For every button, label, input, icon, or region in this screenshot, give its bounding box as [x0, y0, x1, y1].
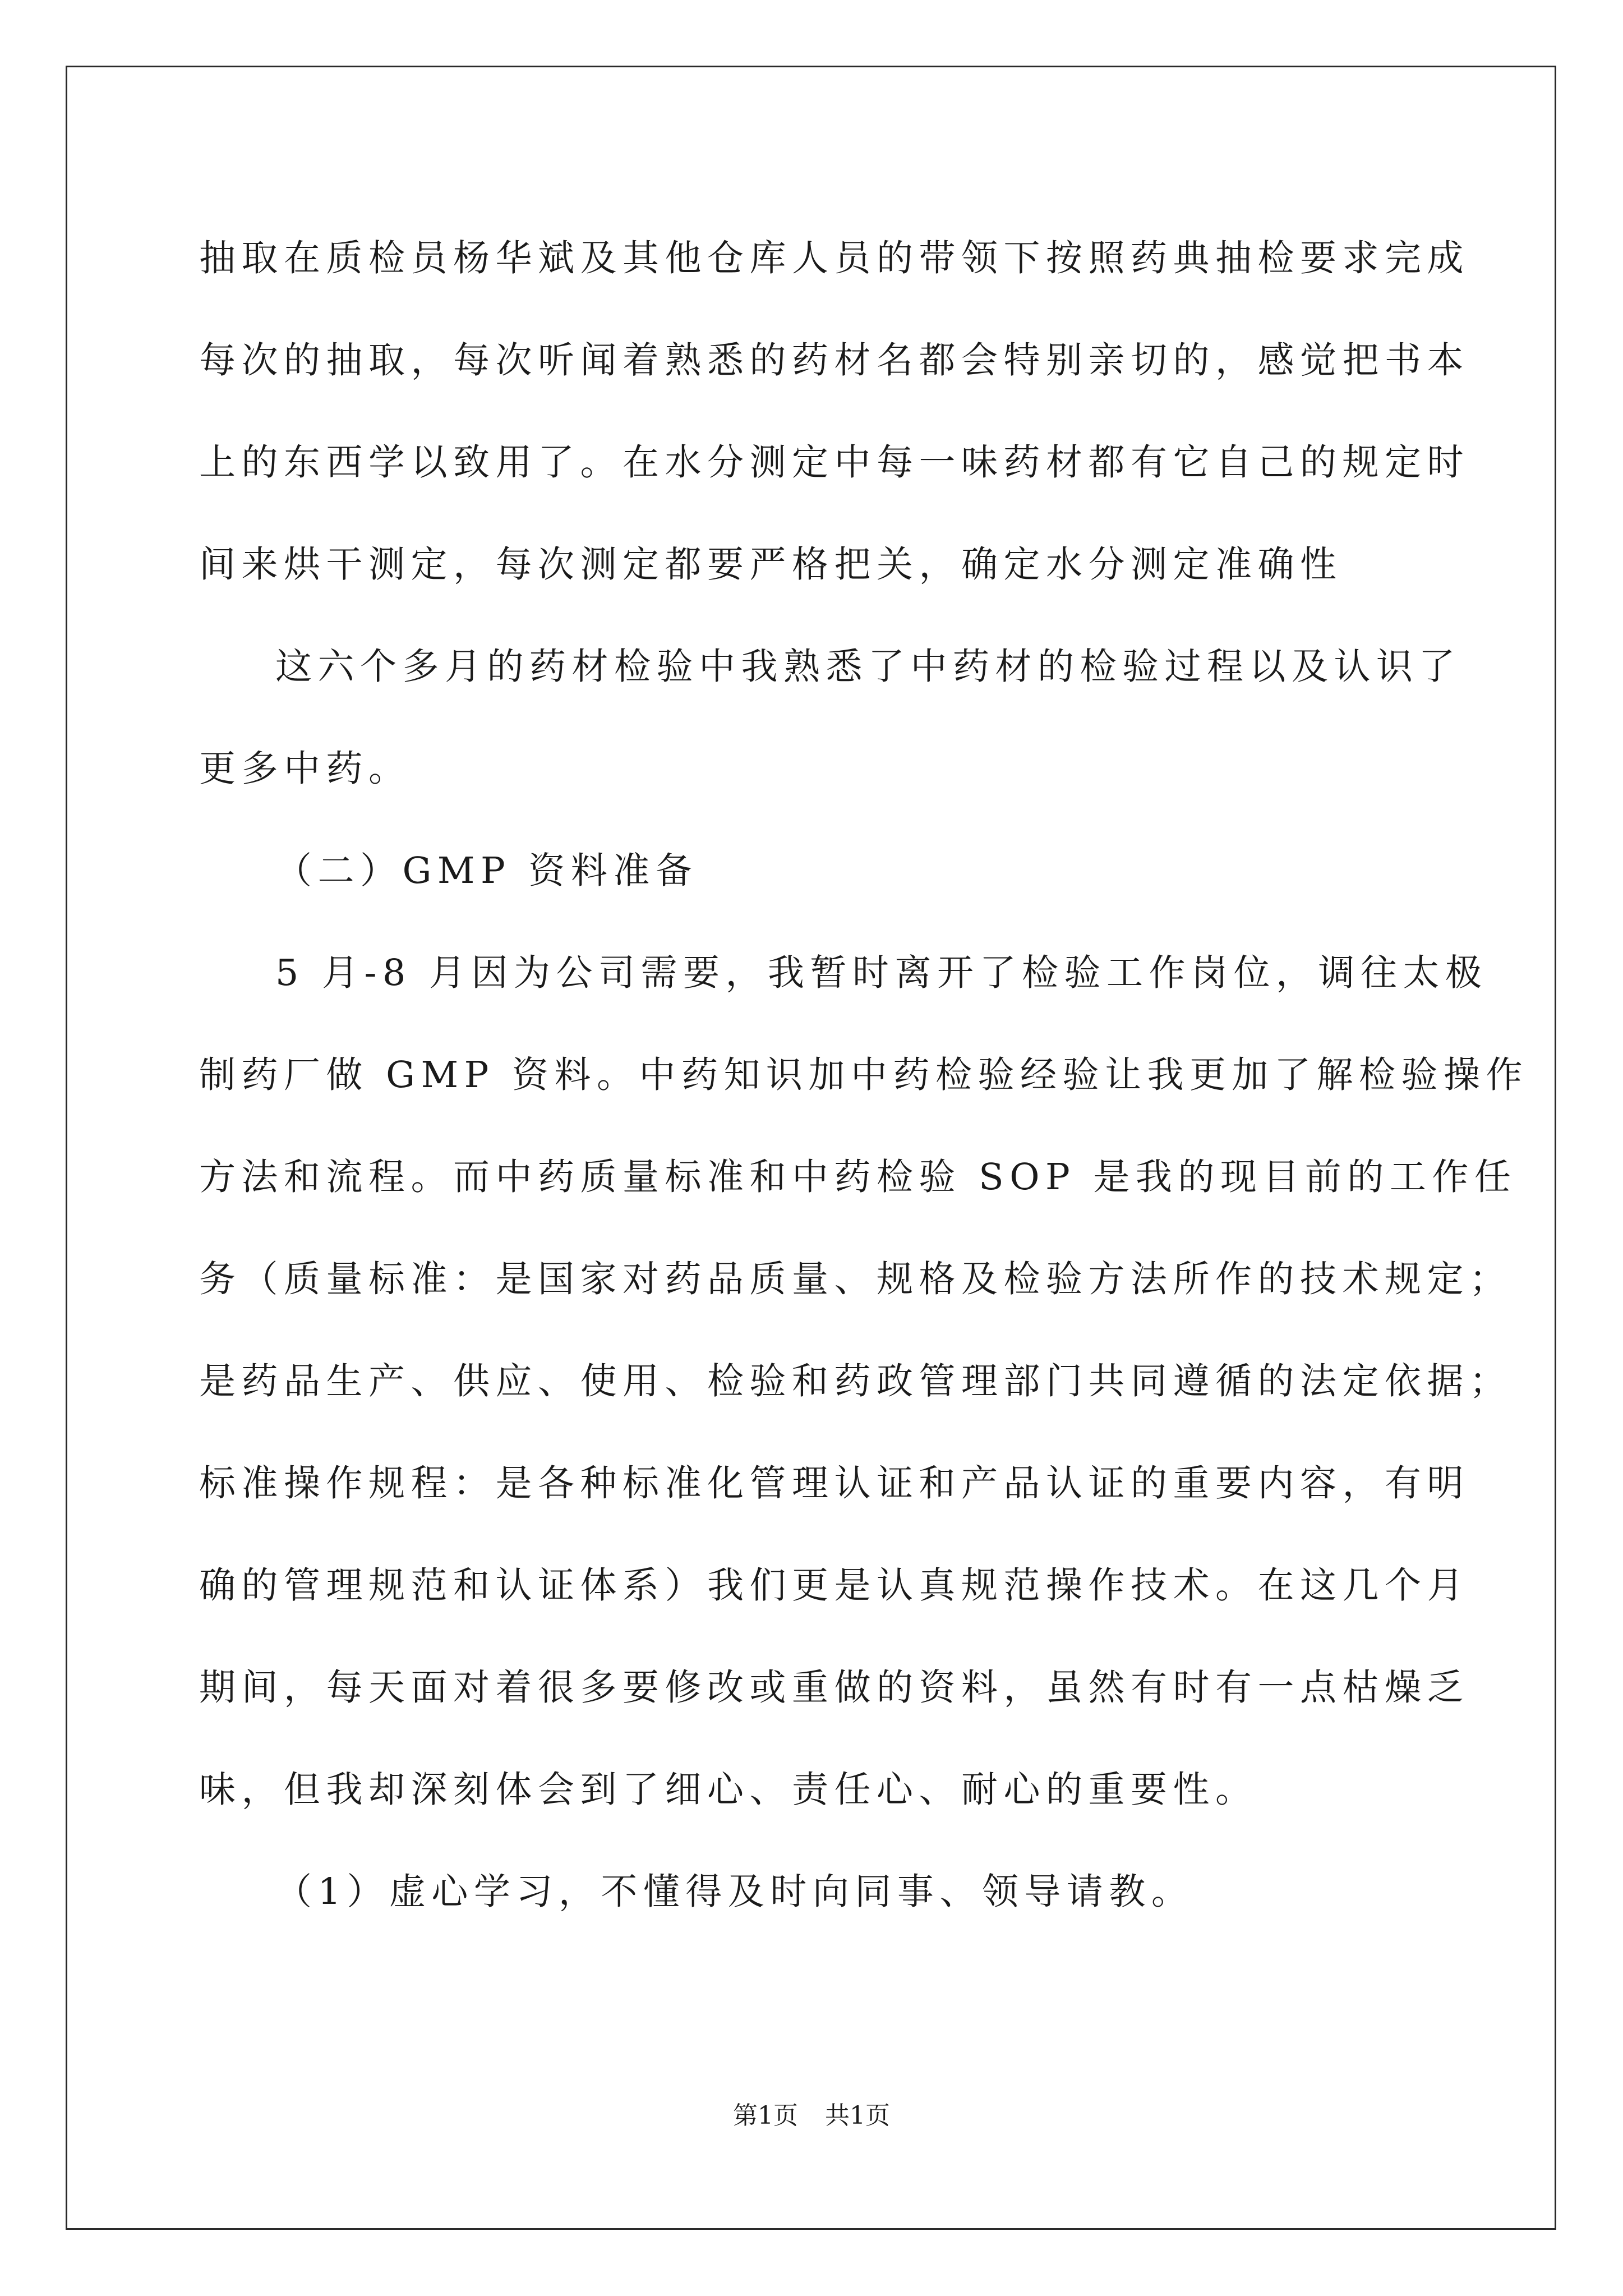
body-line: 更多中药。	[199, 748, 411, 790]
list-item: （1）虚心学习，不懂得及时向同事、领导请教。	[275, 1871, 1194, 1913]
document-body	[199, 208, 1529, 1943]
page-total: 共1页	[825, 2101, 890, 2130]
paragraph-start-line: 这六个多月的药材检验中我熟悉了中药材的检验过程以及认识了	[275, 646, 1461, 688]
body-line: 味，但我却深刻体会到了细心、责任心、耐心的重要性。	[199, 1769, 1258, 1811]
body-line: 是药品生产、供应、使用、检验和药政管理部门共同遵循的法定依据；	[199, 1360, 1512, 1402]
body-line: 每次的抽取，每次听闻着熟悉的药材名都会特别亲切的，感觉把书本	[199, 339, 1470, 381]
body-line: 制药厂做 GMP 资料。中药知识加中药检验经验让我更加了解检验操作	[199, 1054, 1529, 1096]
body-line: 上的东西学以致用了。在水分测定中每一味药材都有它自己的规定时	[199, 441, 1470, 484]
body-line: 抽取在质检员杨华斌及其他仓库人员的带领下按照药典抽检要求完成	[199, 237, 1470, 279]
section-heading: （二）GMP 资料准备	[275, 850, 698, 892]
body-line: 确的管理规范和认证体系）我们更是认真规范操作技术。在这几个月	[199, 1565, 1470, 1607]
body-line: 方法和流程。而中药质量标准和中药检验 SOP 是我的现目前的工作任	[199, 1156, 1517, 1198]
body-line: 期间，每天面对着很多要修改或重做的资料，虽然有时有一点枯燥乏	[199, 1667, 1470, 1709]
body-line: 间来烘干测定，每次测定都要严格把关，确定水分测定准确性	[199, 544, 1343, 586]
paragraph-start-line: 5 月-8 月因为公司需要，我暂时离开了检验工作岗位，调往太极	[275, 952, 1488, 994]
page-number: 第1页	[733, 2101, 798, 2130]
body-line: 标准操作规程：是各种标准化管理认证和产品认证的重要内容，有明	[199, 1462, 1470, 1504]
page-footer	[0, 2099, 1623, 2133]
body-line: 务（质量标准：是国家对药品质量、规格及检验方法所作的技术规定；	[199, 1258, 1512, 1300]
